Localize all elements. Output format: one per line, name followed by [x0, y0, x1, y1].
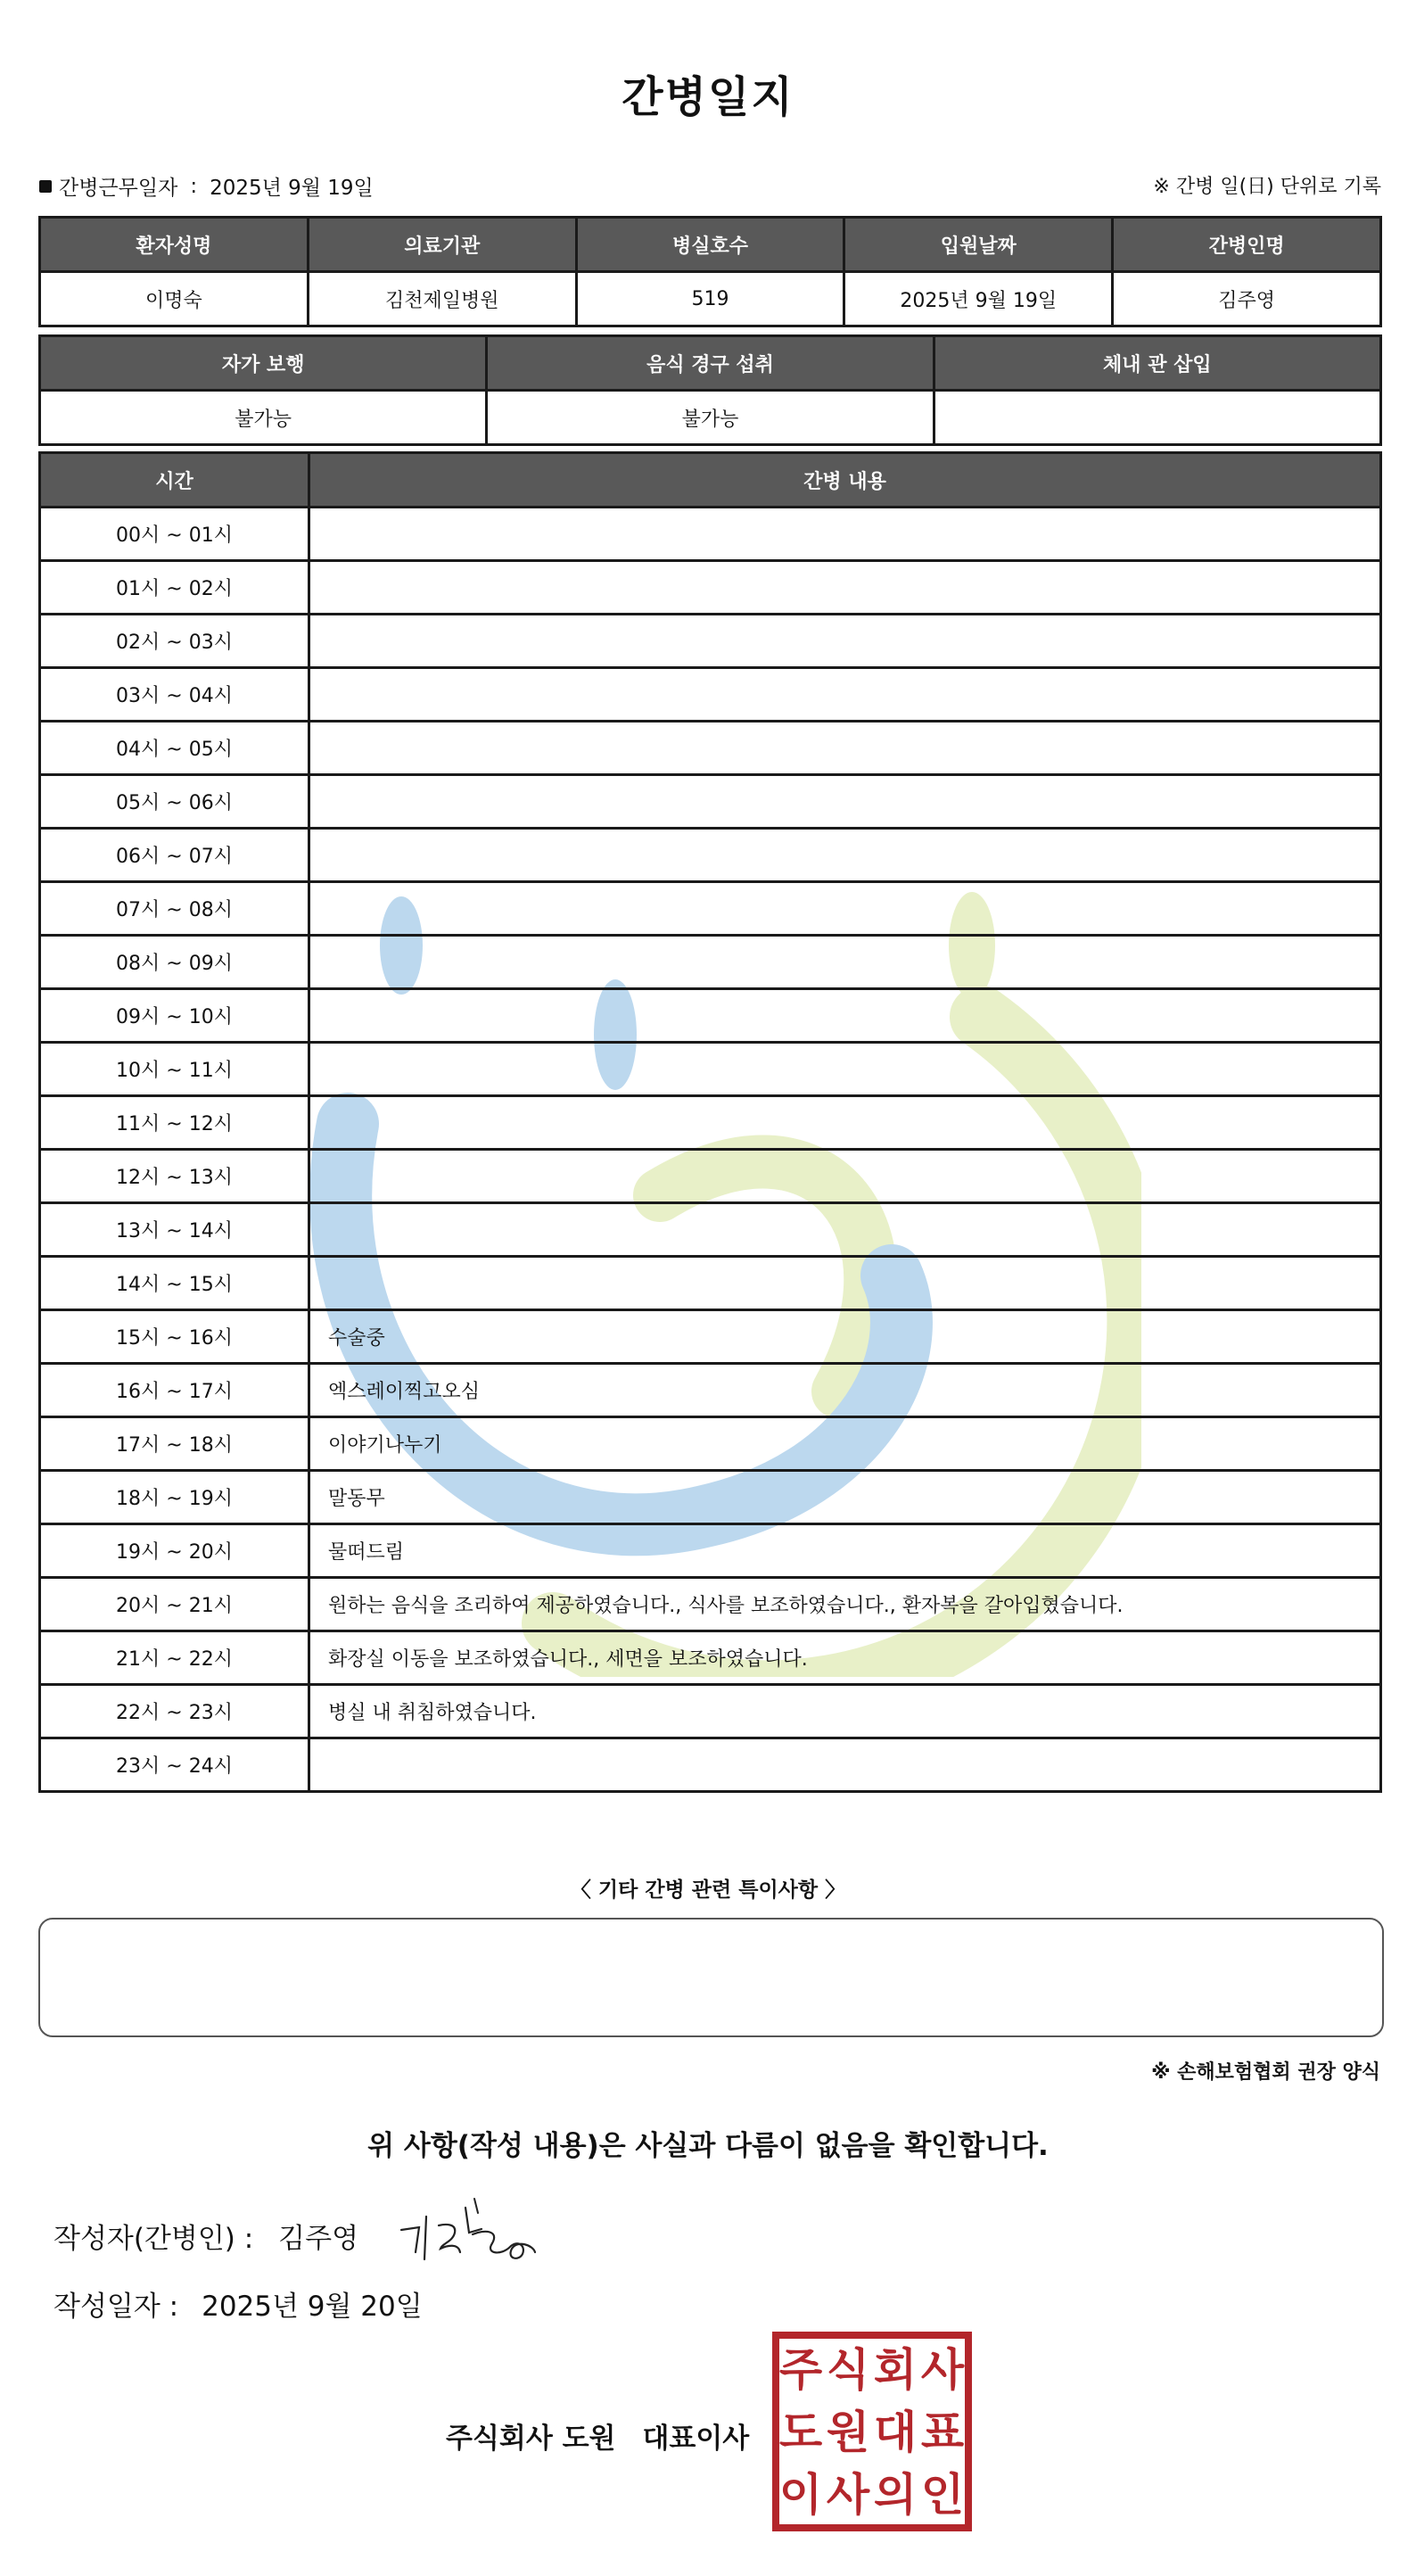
- writer-name: 김주영: [278, 2223, 359, 2255]
- patient-name-value: 이명숙: [40, 272, 309, 326]
- header-oral-intake: 음식 경구 섭취: [487, 336, 934, 391]
- time-cell: 23시 ~ 24시: [40, 1738, 309, 1792]
- seal-character: 이: [778, 2469, 823, 2521]
- confirmation-statement: 위 사항(작성 내용)은 사실과 다름이 없음을 확인합니다.: [367, 2130, 1049, 2162]
- care-content-cell: [309, 561, 1381, 615]
- header-care-content: 간병 내용: [309, 453, 1381, 508]
- work-date-group: [39, 171, 374, 201]
- care-content-cell: 엑스레이찍고오심: [309, 1364, 1381, 1417]
- table-row: [40, 775, 1381, 829]
- table-row: [40, 615, 1381, 668]
- care-content-cell: 원하는 음식을 조리하여 제공하였습니다., 식사를 보조하였습니다., 환자복을 갈아입혔습니다.: [309, 1578, 1381, 1631]
- company-seal-stamp: [772, 2332, 972, 2531]
- time-cell: 22시 ~ 23시: [40, 1685, 309, 1738]
- care-log-table: [38, 451, 1382, 1793]
- seal-character: 주: [778, 2344, 823, 2396]
- time-cell: 17시 ~ 18시: [40, 1417, 309, 1471]
- header-time: 시간: [40, 453, 309, 508]
- patient-status-header-row: [40, 336, 1381, 391]
- table-row: [40, 882, 1381, 936]
- care-content-cell: [309, 936, 1381, 989]
- care-content-cell: [309, 1738, 1381, 1792]
- company-name: 주식회사 도원: [446, 2423, 616, 2455]
- time-cell: 18시 ~ 19시: [40, 1471, 309, 1524]
- care-content-cell: [309, 775, 1381, 829]
- handwritten-signature: [392, 2190, 544, 2270]
- table-row: [40, 1524, 1381, 1578]
- work-date-label: 간병근무일자: [59, 177, 178, 200]
- patient-info-value-row: [40, 272, 1381, 326]
- care-content-cell: [309, 1096, 1381, 1150]
- self-walking-value: 불가능: [40, 391, 487, 445]
- bullet-icon: [39, 180, 52, 193]
- seal-character: 도: [778, 2407, 823, 2458]
- seal-character: 사: [920, 2344, 965, 2396]
- time-cell: 10시 ~ 11시: [40, 1043, 309, 1096]
- time-cell: 01시 ~ 02시: [40, 561, 309, 615]
- care-content-cell: [309, 722, 1381, 775]
- header-hospital: 의료기관: [308, 218, 576, 272]
- patient-info-header-row: [40, 218, 1381, 272]
- hospital-value: 김천제일병원: [308, 272, 576, 326]
- table-row: [40, 1631, 1381, 1685]
- record-unit-note: ※ 간병 일(日) 단위로 기록: [1153, 176, 1381, 198]
- time-cell: 04시 ~ 05시: [40, 722, 309, 775]
- care-content-cell: [309, 668, 1381, 722]
- table-row: [40, 1471, 1381, 1524]
- time-cell: 12시 ~ 13시: [40, 1150, 309, 1203]
- patient-status-value-row: [40, 391, 1381, 445]
- table-row: [40, 1043, 1381, 1096]
- time-cell: 13시 ~ 14시: [40, 1203, 309, 1257]
- care-content-cell: [309, 615, 1381, 668]
- seal-character: 의: [873, 2469, 918, 2521]
- time-cell: 19시 ~ 20시: [40, 1524, 309, 1578]
- table-row: [40, 829, 1381, 882]
- time-cell: 07시 ~ 08시: [40, 882, 309, 936]
- time-cell: 05시 ~ 06시: [40, 775, 309, 829]
- written-date-value: 2025년 9월 20일: [202, 2291, 423, 2323]
- care-content-cell: [309, 508, 1381, 561]
- time-cell: 20시 ~ 21시: [40, 1578, 309, 1631]
- time-cell: 16시 ~ 17시: [40, 1364, 309, 1417]
- care-content-cell: 병실 내 취침하였습니다.: [309, 1685, 1381, 1738]
- seal-character: 식: [826, 2344, 870, 2396]
- table-row: [40, 1310, 1381, 1364]
- time-cell: 03시 ~ 04시: [40, 668, 309, 722]
- written-date-label: 작성일자 :: [54, 2291, 179, 2323]
- table-row: [40, 668, 1381, 722]
- recommended-form-note: ※ 손해보험협회 권장 양식: [1151, 2061, 1380, 2084]
- table-row: [40, 1096, 1381, 1150]
- table-row: [40, 1257, 1381, 1310]
- caregiver-name-value: 김주영: [1113, 272, 1381, 326]
- care-content-cell: 물떠드림: [309, 1524, 1381, 1578]
- care-content-cell: [309, 829, 1381, 882]
- writer-line: [54, 2216, 358, 2256]
- time-cell: 11시 ~ 12시: [40, 1096, 309, 1150]
- oral-intake-value: 불가능: [487, 391, 934, 445]
- care-content-cell: 수술중: [309, 1310, 1381, 1364]
- care-content-cell: 이야기나누기: [309, 1417, 1381, 1471]
- table-row: [40, 1364, 1381, 1417]
- time-cell: 06시 ~ 07시: [40, 829, 309, 882]
- company-ceo-title: 대표이사: [642, 2423, 750, 2455]
- care-content-cell: 화장실 이동을 보조하였습니다., 세면을 보조하였습니다.: [309, 1631, 1381, 1685]
- page-title: 간병일지: [622, 72, 794, 122]
- tube-insertion-value: [934, 391, 1380, 445]
- table-row: [40, 1685, 1381, 1738]
- room-number-value: 519: [576, 272, 844, 326]
- time-cell: 15시 ~ 16시: [40, 1310, 309, 1364]
- patient-info-table: [38, 216, 1382, 327]
- seal-character: 대: [873, 2407, 918, 2458]
- table-row: [40, 508, 1381, 561]
- written-date-line: [54, 2283, 423, 2324]
- special-notes-box: [38, 1918, 1384, 2037]
- header-caregiver-name: 간병인명: [1113, 218, 1381, 272]
- care-content-cell: 말동무: [309, 1471, 1381, 1524]
- header-room-number: 병실호수: [576, 218, 844, 272]
- header-tube-insertion: 체내 관 삽입: [934, 336, 1380, 391]
- time-cell: 21시 ~ 22시: [40, 1631, 309, 1685]
- table-row: [40, 1150, 1381, 1203]
- time-cell: 00시 ~ 01시: [40, 508, 309, 561]
- care-content-cell: [309, 989, 1381, 1043]
- care-content-cell: [309, 1043, 1381, 1096]
- time-cell: 09시 ~ 10시: [40, 989, 309, 1043]
- table-row: [40, 1738, 1381, 1792]
- table-row: [40, 561, 1381, 615]
- table-row: [40, 1203, 1381, 1257]
- seal-character: 사: [826, 2469, 870, 2521]
- care-content-cell: [309, 1257, 1381, 1310]
- header-patient-name: 환자성명: [40, 218, 309, 272]
- patient-status-table: [38, 334, 1382, 446]
- seal-character: 회: [873, 2344, 918, 2396]
- header-admission-date: 입원날짜: [844, 218, 1113, 272]
- care-content-cell: [309, 1203, 1381, 1257]
- time-cell: 14시 ~ 15시: [40, 1257, 309, 1310]
- header-self-walking: 자가 보행: [40, 336, 487, 391]
- table-row: [40, 1417, 1381, 1471]
- care-log-header-row: [40, 453, 1381, 508]
- seal-character: 원: [826, 2407, 870, 2458]
- work-date-separator: :: [190, 174, 198, 198]
- care-content-cell: [309, 882, 1381, 936]
- table-row: [40, 989, 1381, 1043]
- seal-character: 표: [920, 2407, 965, 2458]
- time-cell: 02시 ~ 03시: [40, 615, 309, 668]
- writer-label: 작성자(간병인) :: [54, 2223, 254, 2255]
- table-row: [40, 722, 1381, 775]
- time-cell: 08시 ~ 09시: [40, 936, 309, 989]
- work-date-value: 2025년 9월 19일: [210, 177, 374, 200]
- table-row: [40, 936, 1381, 989]
- company-line: [446, 2415, 749, 2456]
- special-notes-title: 〈 기타 간병 관련 특이사항 〉: [570, 1878, 846, 1902]
- seal-character: 인: [920, 2469, 965, 2521]
- table-row: [40, 1578, 1381, 1631]
- admission-date-value: 2025년 9월 19일: [844, 272, 1113, 326]
- care-content-cell: [309, 1150, 1381, 1203]
